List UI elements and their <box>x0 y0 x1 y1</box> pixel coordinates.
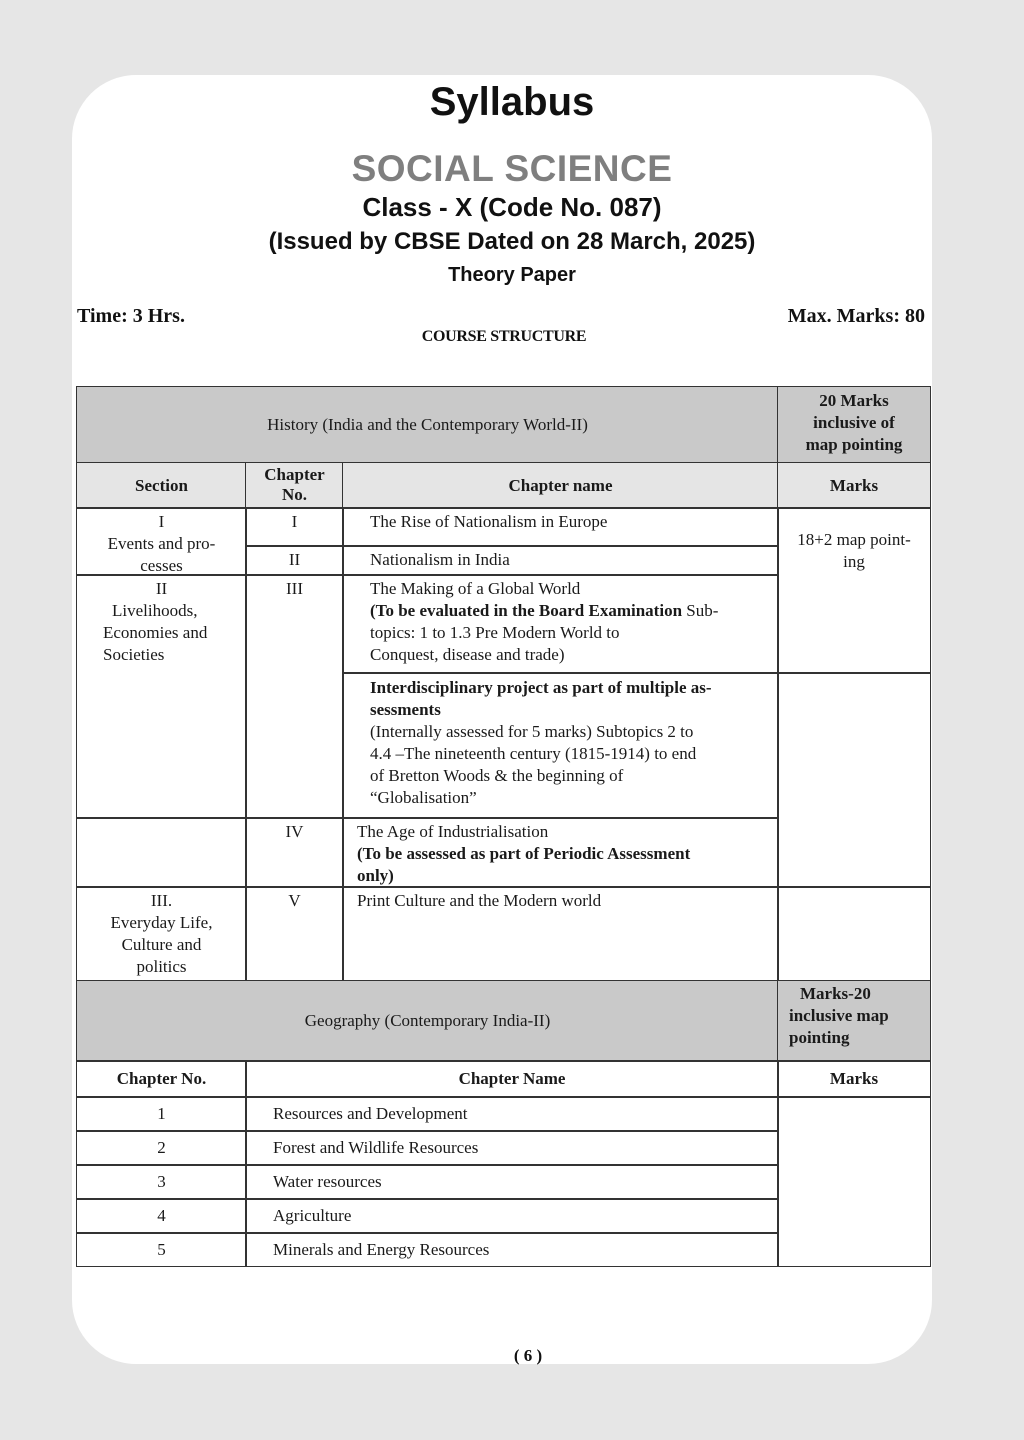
chapter-name: The Age of Industrialisation <box>357 822 549 841</box>
geo-chapter-no-cell <box>76 1232 247 1267</box>
project-detail-line: “Globalisation” <box>370 788 477 807</box>
project-detail-line: (Internally assessed for 5 marks) Subtopics 2 to <box>370 722 694 741</box>
section-cell-empty <box>76 817 247 888</box>
col-header-label: Marks <box>829 1069 879 1088</box>
col-header-marks <box>777 462 931 509</box>
chapter-name: Nationalism in India <box>370 550 510 569</box>
chapter-name-cell <box>342 545 779 576</box>
marks-note-line: 20 Marks <box>819 391 889 410</box>
chapter-note: Sub- <box>682 601 719 620</box>
marks-note-line: map pointing <box>805 435 903 454</box>
project-title-line: Interdisciplinary project as part of multiple as- <box>370 678 712 697</box>
chapter-no: 4 <box>157 1206 166 1225</box>
max-marks: Max. Marks: 80 <box>787 305 925 327</box>
chapter-name-cell <box>342 886 779 982</box>
chapter-no-cell <box>245 817 344 888</box>
chapter-no-cell <box>245 886 344 982</box>
marks-value-line: 18+2 map point- <box>797 530 911 549</box>
chapter-name: The Rise of Nationalism in Europe <box>370 512 608 531</box>
geo-marks-empty-cell <box>777 1096 931 1267</box>
chapter-no: V <box>288 891 301 910</box>
col-header-label: Chapter No. <box>116 1069 207 1088</box>
section-cell-2 <box>76 574 247 819</box>
chapter-no: 1 <box>157 1104 166 1123</box>
chapter-name-cell <box>342 817 779 888</box>
marks-empty-cell <box>777 886 931 982</box>
chapter-name: Minerals and Energy Resources <box>273 1240 490 1259</box>
chapter-no: IV <box>285 822 304 841</box>
marks-note-line: inclusive of <box>813 413 895 432</box>
geo-chapter-name-cell <box>245 1164 779 1200</box>
history-marks-value-cell <box>777 507 931 674</box>
paper-type: Theory Paper <box>448 264 576 286</box>
marks-note-line: Marks-20 <box>800 984 871 1003</box>
chapter-name: Water resources <box>273 1172 382 1191</box>
project-title-line: sessments <box>370 700 441 719</box>
chapter-name-cell <box>342 574 779 674</box>
history-marks-note-cell <box>777 386 931 464</box>
section-name-line: Economies and <box>103 623 208 642</box>
section-name-line: Events and pro- <box>107 534 216 553</box>
section-name-line: Livelihoods, <box>112 601 198 620</box>
project-detail-line: 4.4 –The nineteenth century (1815-1914) to end <box>370 744 697 763</box>
chapter-note-bold: (To be assessed as part of Periodic Assessment <box>357 844 691 863</box>
col-header-label: Chapter Name <box>458 1069 566 1088</box>
section-name-line: politics <box>136 957 187 976</box>
chapter-name: The Making of a Global World <box>370 579 581 598</box>
chapter-note: Conquest, disease and trade) <box>370 645 565 664</box>
geo-col-header-chapter-no <box>76 1060 247 1098</box>
chapter-no-cell <box>245 574 344 819</box>
geo-chapter-name-cell <box>245 1232 779 1267</box>
chapter-name: Print Culture and the Modern world <box>357 891 602 910</box>
history-title: History (India and the Contemporary World-II) <box>267 415 588 434</box>
geo-chapter-name-cell <box>245 1130 779 1166</box>
geography-title: Geography (Contemporary India-II) <box>304 1011 551 1030</box>
chapter-name: Forest and Wildlife Resources <box>273 1138 479 1157</box>
geography-title-cell <box>76 980 779 1062</box>
geo-chapter-no-cell <box>76 1096 247 1132</box>
project-detail-line: of Bretton Woods & the beginning of <box>370 766 624 785</box>
col-header-chapter-name <box>342 462 779 509</box>
time-duration: Time: 3 Hrs. <box>77 305 185 327</box>
geo-col-header-chapter-name <box>245 1060 779 1098</box>
chapter-no-cell <box>245 507 344 547</box>
section-name-line: cesses <box>140 556 183 575</box>
col-header-section <box>76 462 247 509</box>
class-code: Class - X (Code No. 087) <box>362 192 662 222</box>
section-numeral: I <box>158 512 165 531</box>
section-name-line: Societies <box>103 645 165 664</box>
section-name-line: Everyday Life, <box>110 913 213 932</box>
page-number: ( 6 ) <box>513 1346 543 1365</box>
geo-chapter-no-cell <box>76 1198 247 1234</box>
section-numeral: II <box>155 579 168 598</box>
geo-col-header-marks <box>777 1060 931 1098</box>
chapter-name-cell <box>342 507 779 547</box>
section-cell-1 <box>76 507 247 576</box>
geo-chapter-name-cell <box>245 1198 779 1234</box>
chapter-no: I <box>291 512 298 531</box>
chapter-no: 5 <box>157 1239 166 1259</box>
marks-empty-cell <box>777 672 931 888</box>
section-cell-3 <box>76 886 247 982</box>
col-header-label: Chapter <box>264 465 325 484</box>
marks-note-line: inclusive map <box>789 1006 889 1025</box>
marks-value-line: ing <box>843 552 865 571</box>
chapter-no: II <box>288 550 301 569</box>
geo-chapter-no-cell <box>76 1164 247 1200</box>
col-header-chapter-no <box>245 462 344 509</box>
marks-note-line: pointing <box>789 1028 850 1047</box>
chapter-note: topics: 1 to 1.3 Pre Modern World to <box>370 623 620 642</box>
section-name-line: Culture and <box>121 935 202 954</box>
chapter-note-bold: only) <box>357 866 394 885</box>
col-header-label: Marks <box>829 475 879 495</box>
geography-marks-note-cell <box>777 980 931 1062</box>
page-title: Syllabus <box>429 80 595 124</box>
geo-chapter-name-cell <box>245 1096 779 1132</box>
chapter-name: Agriculture <box>273 1206 352 1225</box>
interdisciplinary-project-cell <box>342 672 779 819</box>
course-structure-heading: COURSE STRUCTURE <box>421 328 587 345</box>
geo-chapter-no-cell <box>76 1130 247 1166</box>
chapter-name: Resources and Development <box>273 1104 468 1123</box>
subject-title: SOCIAL SCIENCE <box>351 148 673 189</box>
chapter-no-cell <box>245 545 344 576</box>
section-numeral: III. <box>150 891 173 910</box>
chapter-no: III <box>286 579 303 598</box>
col-header-label: Chapter name <box>508 475 613 495</box>
chapter-no: 2 <box>157 1138 166 1157</box>
chapter-note-bold: (To be evaluated in the Board Examination <box>370 601 683 620</box>
col-header-label: No. <box>281 485 308 504</box>
issued-date: (Issued by CBSE Dated on 28 March, 2025) <box>268 228 756 255</box>
chapter-no: 3 <box>157 1172 166 1191</box>
col-header-label: Section <box>135 475 188 495</box>
history-title-cell <box>76 386 779 464</box>
